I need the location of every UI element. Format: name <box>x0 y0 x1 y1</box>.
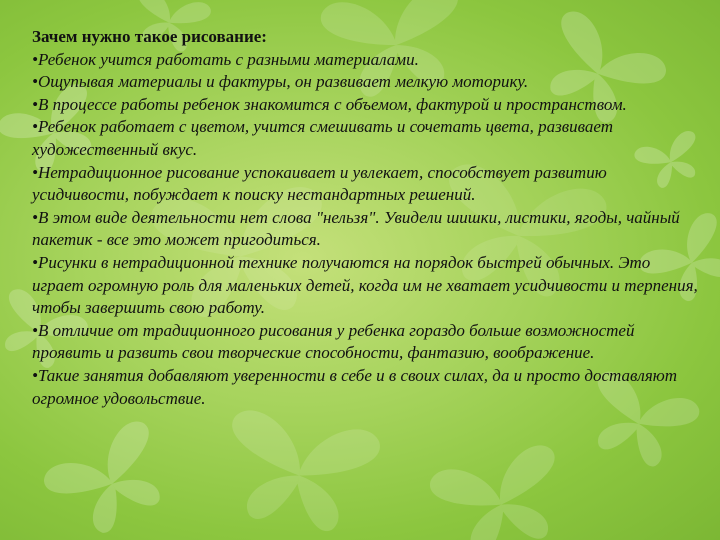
bullet-text: Ощупывая материалы и фактуры, он развивает мелкую моторику. <box>37 72 529 92</box>
bullet-text: Ребенок работает с цветом, учится смешивать и сочетать цвета, развивает художественный вкус. <box>32 117 614 159</box>
bullet-marker: • <box>32 320 38 340</box>
bullet-text: Нетрадиционное рисование успокаивает и увлекает, способствует развитию усидчивости, побуждает к поиску нестандартных решений. <box>32 162 607 205</box>
butterfly-icon <box>427 442 574 540</box>
bullet-item <box>32 116 702 161</box>
bullet-marker: • <box>32 162 38 182</box>
slide-content <box>32 26 702 410</box>
bullet-item <box>32 71 702 94</box>
bullet-marker: • <box>32 72 38 92</box>
bullet-text: Рисунки в нетрадиционной технике получаются на порядок быстрей обычных. Это играет огромную роль для маленьких детей, когда им не хватает усидчивости и терпения, чтобы завершить свою работу. <box>32 252 698 318</box>
slide-title: Зачем нужно такое рисование: <box>32 27 267 46</box>
bullet-text: Такие занятия добавляют уверенности в себе и в своих силах, да и просто доставляют огромное удовольствие. <box>32 365 677 408</box>
bullet-item <box>32 207 702 252</box>
bullet-marker: • <box>32 49 38 69</box>
butterfly-icon <box>217 407 383 538</box>
bullet-marker: • <box>32 252 38 272</box>
bullet-marker: • <box>32 117 38 137</box>
bullet-item <box>32 320 702 365</box>
bullet-text: Ребенок учится работать с разными материалами. <box>37 49 419 69</box>
bullet-text: В отличие от традиционного рисования у ребенка гораздо больше возможностей проявить и развить свои творческие способности, фантазию, воображение. <box>32 320 635 363</box>
bullet-list <box>32 49 702 411</box>
bullet-item <box>32 252 702 320</box>
butterfly-icon <box>39 416 183 540</box>
bullet-marker: • <box>32 365 38 385</box>
bullet-item <box>32 365 702 410</box>
bullet-item <box>32 49 702 72</box>
bullet-marker: • <box>32 207 38 227</box>
bullet-item <box>32 94 702 117</box>
bullet-text: В этом виде деятельности нет слова "нельзя". Увидели шишки, листики, ягоды, чайный пакетик - все это может пригодиться. <box>32 207 680 250</box>
bullet-text: В процессе работы ребенок знакомится с объемом, фактурой и пространством. <box>37 94 627 114</box>
bullet-marker: • <box>32 94 38 114</box>
bullet-item <box>32 162 702 207</box>
